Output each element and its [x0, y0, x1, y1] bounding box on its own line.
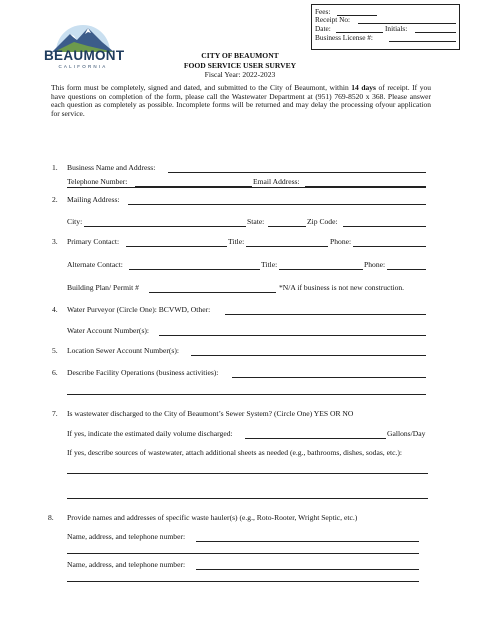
business-license-field[interactable] — [389, 40, 456, 42]
alternate-contact-field[interactable] — [129, 268, 260, 270]
hauler-1-field-2[interactable] — [67, 552, 419, 554]
initials-label: Initials: — [385, 24, 408, 33]
hauler-1-label: Name, address, and telephone number: — [67, 532, 186, 541]
telephone-field[interactable] — [135, 185, 252, 187]
water-account-field[interactable] — [159, 334, 426, 336]
zip-label: Zip Code: — [307, 217, 338, 226]
q2-label: Mailing Address: — [67, 195, 120, 204]
primary-phone-field[interactable] — [353, 245, 426, 247]
city-label: City: — [67, 217, 83, 226]
hauler-2-label: Name, address, and telephone number: — [67, 560, 186, 569]
email-field[interactable] — [305, 185, 426, 187]
zip-field[interactable] — [343, 225, 426, 227]
wastewater-discharge-question: Is wastewater discharged to the City of Beaumont’s Sewer System? (Circle One) YES OR NO — [67, 409, 354, 418]
sewer-account-field[interactable] — [191, 354, 426, 356]
sewer-account-label: Location Sewer Account Number(s): — [67, 346, 179, 355]
hauler-2-field-2[interactable] — [67, 580, 419, 582]
mailing-address-field[interactable] — [128, 203, 426, 205]
water-account-label: Water Account Number(s): — [67, 326, 150, 335]
email-label: Email Address: — [253, 177, 300, 186]
office-use-box — [311, 4, 460, 50]
q2-number: 2. — [52, 195, 58, 204]
date-label: Date: — [315, 24, 331, 33]
state-field[interactable] — [268, 225, 306, 227]
q4-number: 4. — [52, 305, 58, 314]
primary-contact-field[interactable] — [126, 245, 227, 247]
facility-operations-field[interactable] — [232, 376, 426, 378]
q5-number: 5. — [52, 346, 58, 355]
plan-permit-note: *N/A if business is not new construction. — [279, 283, 405, 292]
q7-number: 7. — [52, 409, 58, 418]
deadline-text: 14 days — [351, 83, 376, 92]
logo-wordmark: BEAUMONT — [44, 48, 125, 63]
primary-contact-label: Primary Contact: — [67, 237, 120, 246]
primary-title-field[interactable] — [246, 245, 328, 247]
fees-label: Fees: — [315, 7, 331, 16]
daily-volume-label: If yes, indicate the estimated daily volume discharged: — [67, 429, 233, 438]
wastewater-sources-field-2[interactable] — [67, 497, 428, 499]
city-field[interactable] — [84, 225, 246, 227]
alternate-phone-label: Phone: — [364, 260, 386, 269]
q1-label: Business Name and Address: — [67, 163, 156, 172]
business-license-label: Business License #: — [315, 33, 373, 42]
facility-operations-label: Describe Facility Operations (business activities): — [67, 368, 219, 377]
gallons-per-day-unit: Gallons/Day — [387, 429, 426, 438]
telephone-label: Telephone Number: — [67, 177, 128, 186]
instructions-paragraph: This form must be completely, signed and dated, and submitted to the City of Beaumont, within 14 days of receipt. If you have questions on completion of the form, please call the Wastewater Department at (951) 769-8520 x 368. Please answer each question as completely as possible. Incomplete forms will be returned and may delay the processing ofyour application for service. — [51, 83, 431, 118]
wastewater-sources-label: If yes, describe sources of wastewater, attach additional sheets as needed (e.g., bathrooms, dishes, sodas, etc.): — [67, 448, 402, 457]
business-name-field[interactable] — [168, 171, 426, 173]
water-purveyor-field[interactable] — [225, 313, 426, 315]
q6-number: 6. — [52, 368, 58, 377]
daily-volume-field[interactable] — [245, 437, 386, 439]
alternate-title-field[interactable] — [279, 268, 363, 270]
fiscal-year: Fiscal Year: 2022-2023 — [204, 70, 276, 79]
wastewater-sources-field[interactable] — [67, 472, 428, 474]
q3-number: 3. — [52, 237, 58, 246]
facility-operations-field-2[interactable] — [67, 393, 426, 395]
alternate-contact-label: Alternate Contact: — [67, 260, 123, 269]
logo-subtitle: CALIFORNIA — [58, 64, 108, 69]
initials-field[interactable] — [415, 31, 456, 33]
q1-number: 1. — [52, 163, 58, 172]
q8-number: 8. — [48, 513, 54, 522]
beaumont-logo — [44, 22, 125, 80]
form-title: FOOD SERVICE USER SURVEY — [183, 61, 297, 70]
city-heading: CITY OF BEAUMONT — [201, 51, 279, 60]
receipt-no-label: Receipt No: — [315, 15, 351, 24]
alternate-title-label: Title: — [261, 260, 278, 269]
plan-permit-field[interactable] — [149, 291, 276, 293]
water-purveyor-label: Water Purveyor (Circle One): BCVWD, Other: — [67, 305, 211, 314]
hauler-1-field[interactable] — [196, 540, 419, 542]
primary-phone-label: Phone: — [330, 237, 352, 246]
alternate-phone-field[interactable] — [387, 268, 426, 270]
state-label: State: — [247, 217, 265, 226]
primary-title-label: Title: — [228, 237, 245, 246]
plan-permit-label: Building Plan/ Permit # — [67, 283, 139, 292]
waste-hauler-label: Provide names and addresses of specific waste hauler(s) (e.g., Roto-Rooter, Wright Septic, etc.) — [67, 513, 358, 522]
hauler-2-field[interactable] — [196, 568, 419, 570]
